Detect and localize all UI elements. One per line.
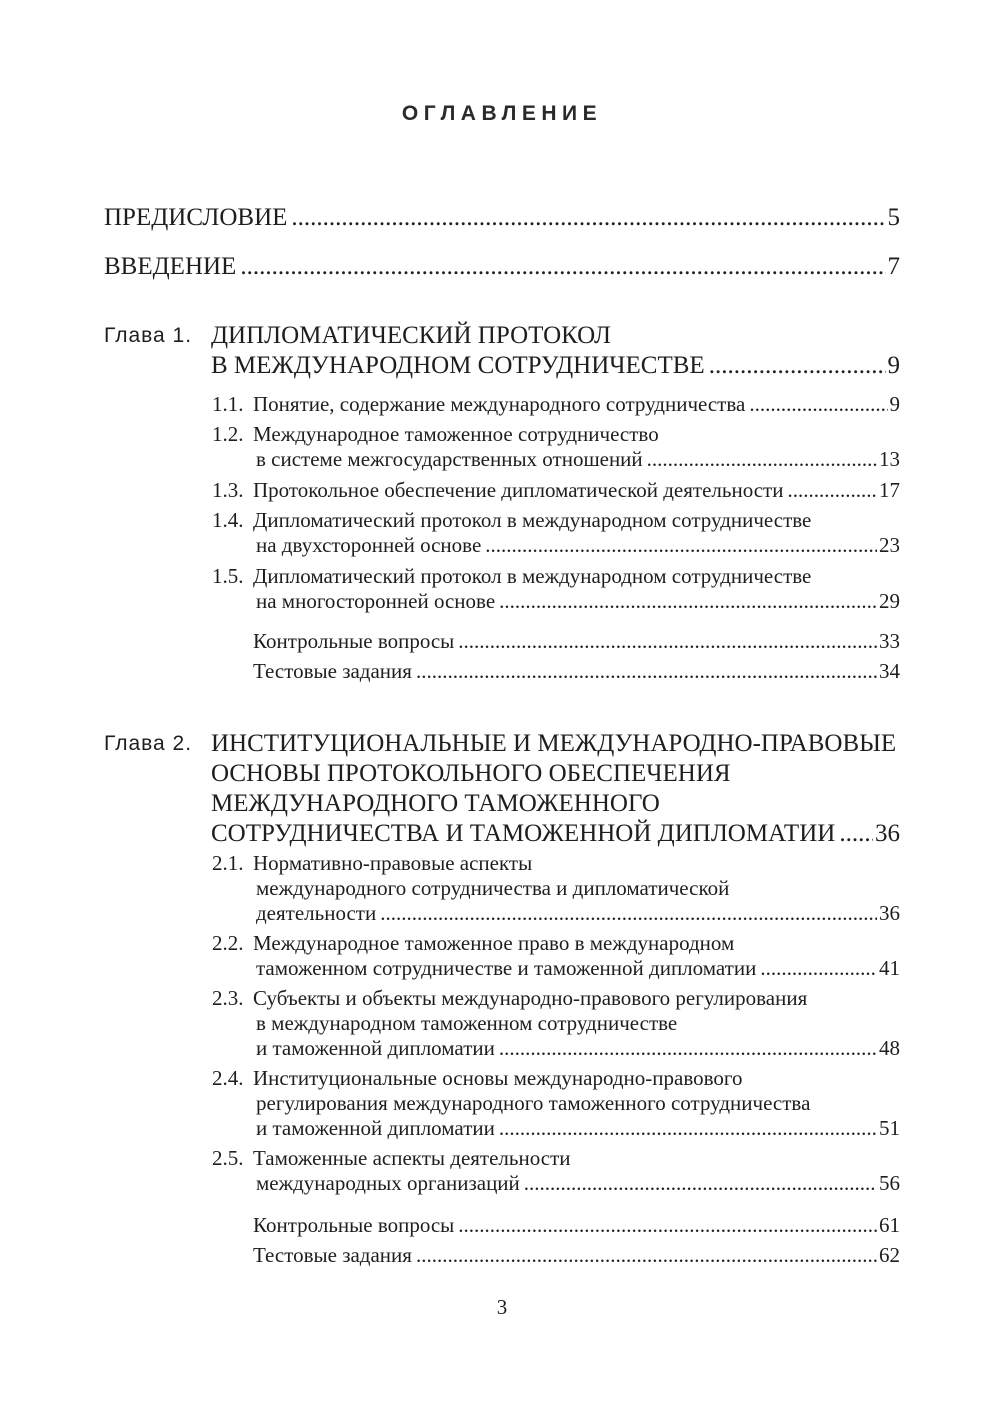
chapter-title-line: В МЕЖДУНАРОДНОМ СОТРУДНИЧЕСТВЕ — [211, 352, 705, 379]
toc-chapter-2 — [104, 729, 900, 849]
section-page: 29 — [879, 589, 900, 613]
toc-entry-tests-1 — [253, 659, 900, 684]
chapter-title-line: СОТРУДНИЧЕСТВА И ТАМОЖЕННОЙ ДИПЛОМАТИИ — [211, 820, 836, 847]
entry-text: Контрольные вопросы — [253, 1213, 455, 1237]
dot-leader — [416, 659, 877, 684]
section-title-line: в международном таможенном сотрудничестве — [256, 1011, 678, 1035]
section-page: 17 — [879, 478, 900, 502]
section-page: 9 — [889, 392, 900, 416]
chapter-title-line: ДИПЛОМАТИЧЕСКИЙ ПРОТОКОЛ — [211, 322, 611, 349]
section-title-line: деятельности — [256, 901, 377, 925]
page-number: 3 — [496, 1295, 508, 1319]
chapter-label: Глава 1. — [104, 324, 193, 347]
dot-leader — [749, 392, 887, 417]
section-title-line: на двухсторонней основе — [256, 533, 482, 557]
section-title-line: Протокольное обеспечение дипломатической деятельности — [253, 478, 784, 502]
chapter-page: 36 — [875, 820, 900, 847]
dot-leader — [485, 533, 877, 558]
entry-page: 61 — [879, 1213, 900, 1237]
section-title-line: в системе межгосударственных отношений — [256, 447, 643, 471]
toc-entry-preface — [104, 203, 900, 233]
dot-leader — [458, 1213, 877, 1238]
section-title-line: международного сотрудничества и дипломатической — [256, 876, 730, 900]
dot-leader — [240, 252, 885, 282]
section-page: 23 — [879, 533, 900, 557]
section-title-line: Таможенные аспекты деятельности — [253, 1146, 571, 1170]
section-number: 2.2. — [212, 931, 244, 955]
section-title-line: на многосторонней основе — [256, 589, 496, 613]
section-page: 36 — [879, 901, 900, 925]
entry-page: 5 — [887, 204, 900, 231]
chapter-label: Глава 2. — [104, 732, 193, 755]
dot-leader — [499, 589, 877, 614]
section-page: 13 — [879, 447, 900, 471]
section-number: 2.1. — [212, 851, 244, 875]
section-title-line: международных организаций — [256, 1171, 520, 1195]
entry-text: Тестовые задания — [253, 659, 412, 683]
chapter-title-line: ИНСТИТУЦИОНАЛЬНЫЕ И МЕЖДУНАРОДНО-ПРАВОВЫЕ — [211, 730, 897, 757]
dot-leader — [499, 1116, 877, 1141]
section-title-line: Международное таможенное сотрудничество — [253, 422, 659, 446]
toc-chapter-1 — [104, 321, 900, 381]
entry-page: 62 — [879, 1243, 900, 1267]
section-number: 2.3. — [212, 986, 244, 1010]
chapter-title-line: ОСНОВЫ ПРОТОКОЛЬНОГО ОБЕСПЕЧЕНИЯ — [211, 760, 731, 787]
section-title-line: Дипломатический протокол в международном сотрудничестве — [253, 508, 812, 532]
section-title-line: таможенном сотрудничестве и таможенной дипломатии — [256, 956, 757, 980]
dot-leader — [380, 901, 877, 926]
section-title-line: Дипломатический протокол в международном сотрудничестве — [253, 564, 812, 588]
dot-leader — [291, 203, 885, 233]
section-page: 48 — [879, 1036, 900, 1060]
entry-page: 7 — [887, 253, 900, 280]
section-number: 1.4. — [212, 508, 244, 532]
entry-text: ПРЕДИСЛОВИЕ — [104, 204, 288, 231]
section-page: 51 — [879, 1116, 900, 1140]
section-number: 1.2. — [212, 422, 244, 446]
entry-page: 34 — [879, 659, 900, 683]
entry-text: Тестовые задания — [253, 1243, 412, 1267]
dot-leader — [499, 1036, 877, 1061]
dot-leader — [647, 447, 877, 472]
dot-leader — [709, 351, 886, 381]
chapter-page: 9 — [887, 352, 900, 379]
toc-title: ОГЛАВЛЕНИЕ — [401, 102, 603, 125]
section-number: 1.3. — [212, 478, 244, 502]
section-title-line: и таможенной дипломатии — [256, 1036, 495, 1060]
dot-leader — [760, 956, 877, 981]
toc-entry-review-questions-2 — [253, 1213, 900, 1238]
dot-leader — [787, 478, 877, 503]
section-number: 2.5. — [212, 1146, 244, 1170]
section-title-line: и таможенной дипломатии — [256, 1116, 495, 1140]
section-number: 1.5. — [212, 564, 244, 588]
section-number: 1.1. — [212, 392, 244, 416]
entry-page: 33 — [879, 629, 900, 653]
toc-entry-tests-2 — [253, 1243, 900, 1268]
section-title-line: Понятие, содержание международного сотрудничества — [253, 392, 746, 416]
section-title-line: Нормативно-правовые аспекты — [253, 851, 533, 875]
chapter-title-line: МЕЖДУНАРОДНОГО ТАМОЖЕННОГО — [211, 790, 660, 817]
toc-entry-review-questions-1 — [253, 629, 900, 654]
dot-leader — [839, 819, 873, 849]
section-title-line: Субъекты и объекты международно-правового регулирования — [253, 986, 808, 1010]
section-page: 56 — [879, 1171, 900, 1195]
dot-leader — [458, 629, 877, 654]
entry-text: Контрольные вопросы — [253, 629, 455, 653]
section-title-line: Институциональные основы международно-правового — [253, 1066, 743, 1090]
entry-text: ВВЕДЕНИЕ — [104, 253, 237, 280]
section-title-line: Международное таможенное право в международном — [253, 931, 735, 955]
section-number: 2.4. — [212, 1066, 244, 1090]
dot-leader — [416, 1243, 877, 1268]
section-title-line: регулирования международного таможенного сотрудничества — [256, 1091, 811, 1115]
toc-entry-introduction — [104, 252, 900, 282]
dot-leader — [524, 1171, 877, 1196]
section-page: 41 — [879, 956, 900, 980]
